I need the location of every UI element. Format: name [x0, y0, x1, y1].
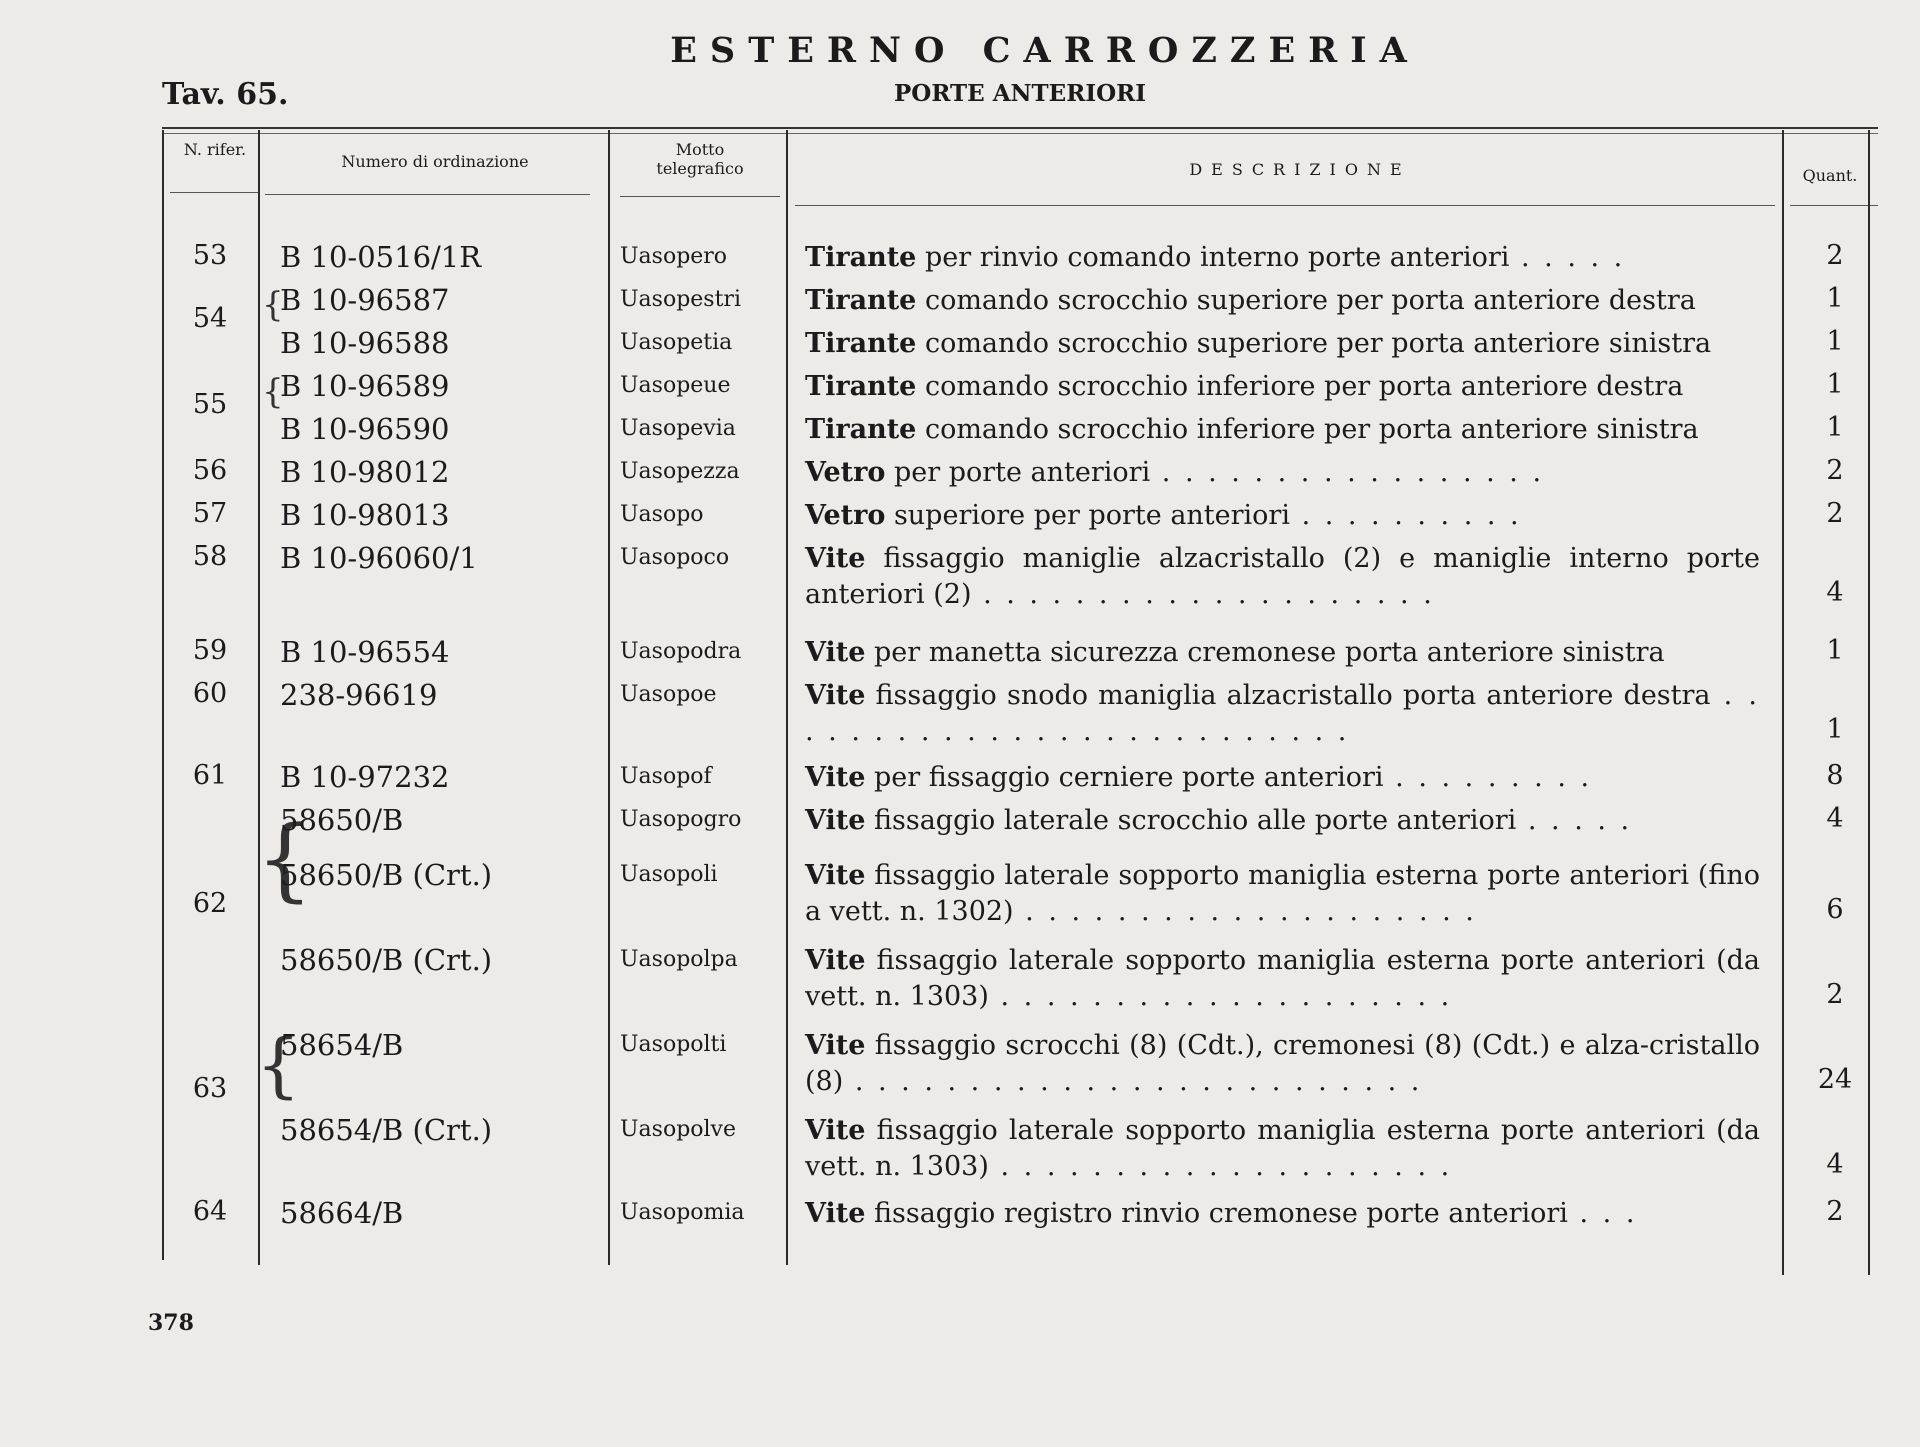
order-number: B 10-0516/1R — [280, 240, 482, 274]
part-description — [805, 635, 1760, 671]
part-description — [805, 412, 1760, 448]
telegraphic-code: Uasopolpa — [620, 947, 738, 972]
reference-number: 63 — [192, 1073, 228, 1104]
part-name: Tirante — [805, 285, 917, 316]
quantity: 2 — [1826, 979, 1844, 1010]
order-number: B 10-96590 — [280, 412, 450, 446]
order-number: 58664/B — [280, 1196, 404, 1230]
reference-number: 64 — [192, 1196, 228, 1227]
quantity: 6 — [1826, 894, 1844, 925]
part-name: Vite — [805, 1115, 866, 1146]
description-text: fissaggio laterale scrocchio alle porte anteriori — [865, 805, 1517, 836]
column-header-motto: Motto telegrafico — [656, 140, 744, 178]
telegraphic-code: Uasopero — [620, 244, 728, 269]
description-text: per manetta sicurezza cremonese porta anteriore sinistra — [865, 637, 1665, 668]
description-text: per rinvio comando interno porte anteriori — [916, 242, 1510, 273]
order-number: B 10-96587 — [280, 283, 450, 317]
leader-dots: . . . . . — [1516, 805, 1633, 836]
table-number: Tav. 65. — [162, 77, 289, 112]
part-name: Vite — [805, 637, 866, 668]
telegraphic-code: Uasopoli — [620, 862, 718, 887]
leader-dots: . . . — [1567, 1198, 1638, 1229]
part-description — [805, 1028, 1760, 1100]
group-brace: { — [256, 807, 314, 912]
leader-dots: . . . . . . . . . . . . . . . . . . . . — [988, 981, 1453, 1012]
part-name: Vite — [805, 945, 866, 976]
description-text: fissaggio laterale sopporto maniglia esterna porte anteriori (da vett. n. 1303) — [805, 1115, 1760, 1182]
telegraphic-code: Uasopomia — [620, 1200, 745, 1225]
order-number: B 10-96589 — [280, 369, 450, 403]
description-text: fissaggio laterale sopporto maniglia esterna porte anteriori (fino a vett. n. 1302) — [805, 860, 1760, 927]
part-name: Vetro — [805, 500, 886, 531]
part-description — [805, 240, 1760, 276]
part-description — [805, 455, 1760, 491]
part-description — [805, 943, 1760, 1015]
order-number: B 10-96554 — [280, 635, 450, 669]
description-text: comando scrocchio superiore per porta anteriore sinistra — [916, 328, 1712, 359]
description-text: fissaggio scrocchi (8) (Cdt.), cremonesi (8) (Cdt.) e alza-cristallo (8) — [805, 1030, 1760, 1097]
telegraphic-code: Uasopo — [620, 502, 704, 527]
telegraphic-code: Uasopolve — [620, 1117, 737, 1142]
group-brace: { — [256, 1024, 301, 1106]
reference-number: 54 — [192, 303, 228, 334]
quantity: 1 — [1826, 714, 1844, 745]
page-title: ESTERNO CARROZZERIA — [670, 30, 1420, 71]
column-header-ref: N. rifer. — [183, 140, 247, 159]
order-number: 58650/B — [280, 803, 404, 837]
telegraphic-code: Uasopoco — [620, 545, 730, 570]
column-header-quantity: Quant. — [1802, 166, 1858, 185]
reference-number: 59 — [192, 635, 228, 666]
leader-dots: . . . . . . . . . . . . . . . . . — [1150, 457, 1545, 488]
leader-dots: . . . . . . . . . . — [1289, 500, 1522, 531]
part-description — [805, 369, 1760, 405]
part-name: Tirante — [805, 242, 917, 273]
part-name: Tirante — [805, 414, 917, 445]
page-subtitle: PORTE ANTERIORI — [894, 80, 1146, 107]
leader-dots: . . . . . . . . . . . . . . . . . . . . — [1013, 896, 1477, 927]
description-text: comando scrocchio inferiore per porta anteriore destra — [916, 371, 1684, 402]
page-number: 378 — [148, 1310, 194, 1336]
group-brace: { — [262, 285, 284, 325]
telegraphic-code: Uasopolti — [620, 1032, 727, 1057]
order-number: B 10-96060/1 — [280, 541, 478, 575]
leader-dots: . . . . . . . . . . . . . . . . . . . . . . . . . — [843, 1066, 1423, 1097]
part-name: Vite — [805, 805, 866, 836]
column-header-description: DESCRIZIONE — [1189, 160, 1411, 179]
quantity: 2 — [1826, 240, 1844, 271]
leader-dots: . . . . . — [1509, 242, 1626, 273]
part-description — [805, 760, 1760, 796]
part-description — [805, 803, 1760, 839]
quantity: 1 — [1826, 635, 1844, 666]
quantity: 4 — [1826, 1149, 1844, 1180]
part-description — [805, 541, 1760, 613]
column-header-code: Numero di ordinazione — [341, 152, 529, 171]
part-description — [805, 498, 1760, 534]
description-text: per porte anteriori — [885, 457, 1151, 488]
part-name: Vite — [805, 680, 866, 711]
part-name: Vite — [805, 1030, 866, 1061]
order-number: 238-96619 — [280, 678, 438, 712]
quantity: 4 — [1826, 577, 1844, 608]
quantity: 1 — [1826, 412, 1844, 443]
part-name: Tirante — [805, 328, 917, 359]
part-name: Vite — [805, 543, 866, 574]
quantity: 2 — [1826, 498, 1844, 529]
reference-number: 57 — [192, 498, 228, 529]
quantity: 2 — [1826, 455, 1844, 486]
description-text: comando scrocchio superiore per porta anteriore destra — [916, 285, 1696, 316]
order-number: 58654/B (Crt.) — [280, 1113, 493, 1147]
telegraphic-code: Uasopevia — [620, 416, 736, 441]
description-text: fissaggio snodo maniglia alzacristallo porta anteriore destra — [865, 680, 1711, 711]
reference-number: 60 — [192, 678, 228, 709]
reference-number: 56 — [192, 455, 228, 486]
description-text: fissaggio registro rinvio cremonese porte anteriori — [865, 1198, 1568, 1229]
order-number: 58654/B — [280, 1028, 404, 1062]
reference-number: 58 — [192, 541, 228, 572]
order-number: B 10-98012 — [280, 455, 450, 489]
telegraphic-code: Uasopogro — [620, 807, 742, 832]
telegraphic-code: Uasopoe — [620, 682, 717, 707]
reference-number: 62 — [192, 888, 228, 919]
quantity: 4 — [1826, 803, 1844, 834]
telegraphic-code: Uasopetia — [620, 330, 733, 355]
part-description — [805, 1196, 1760, 1232]
part-description — [805, 1113, 1760, 1185]
order-number: B 10-98013 — [280, 498, 450, 532]
description-text: superiore per porte anteriori — [885, 500, 1290, 531]
quantity: 1 — [1826, 283, 1844, 314]
description-text: per fissaggio cerniere porte anteriori — [865, 762, 1384, 793]
part-name: Vite — [805, 762, 866, 793]
quantity: 1 — [1826, 326, 1844, 357]
leader-dots: . . . . . . . . . . . . . . . . . . . . — [971, 579, 1435, 610]
telegraphic-code: Uasopeue — [620, 373, 731, 398]
leader-dots: . . . . . . . . . . . . . . . . . . . . — [988, 1151, 1453, 1182]
order-number: 58650/B (Crt.) — [280, 858, 493, 892]
telegraphic-code: Uasopezza — [620, 459, 740, 484]
part-name: Vite — [805, 860, 866, 891]
description-text: comando scrocchio inferiore per porta anteriore sinistra — [916, 414, 1699, 445]
part-description — [805, 283, 1760, 319]
quantity: 2 — [1826, 1196, 1844, 1227]
leader-dots: . . . . . . . . . — [1383, 762, 1593, 793]
order-number: B 10-97232 — [280, 760, 450, 794]
quantity: 8 — [1826, 760, 1844, 791]
telegraphic-code: Uasopestri — [620, 287, 741, 312]
quantity: 24 — [1817, 1064, 1853, 1095]
order-number: 58650/B (Crt.) — [280, 943, 493, 977]
leader-dots: . . . . . . . . . . . . . . . . . . . . . . . . . . — [805, 680, 1760, 747]
description-text: fissaggio laterale sopporto maniglia esterna porte anteriori (da vett. n. 1303) — [805, 945, 1760, 1012]
order-number: B 10-96588 — [280, 326, 450, 360]
quantity: 1 — [1826, 369, 1844, 400]
reference-number: 55 — [192, 389, 228, 420]
part-name: Vetro — [805, 457, 886, 488]
part-description — [805, 326, 1760, 362]
part-name: Vite — [805, 1198, 866, 1229]
reference-number: 53 — [192, 240, 228, 271]
reference-number: 61 — [192, 760, 228, 791]
group-brace: { — [262, 372, 284, 412]
part-description — [805, 678, 1760, 750]
telegraphic-code: Uasopodra — [620, 639, 742, 664]
part-name: Tirante — [805, 371, 917, 402]
description-text: fissaggio maniglie alzacristallo (2) e maniglie interno porte anteriori (2) — [805, 543, 1760, 610]
part-description — [805, 858, 1760, 930]
telegraphic-code: Uasopof — [620, 764, 712, 789]
